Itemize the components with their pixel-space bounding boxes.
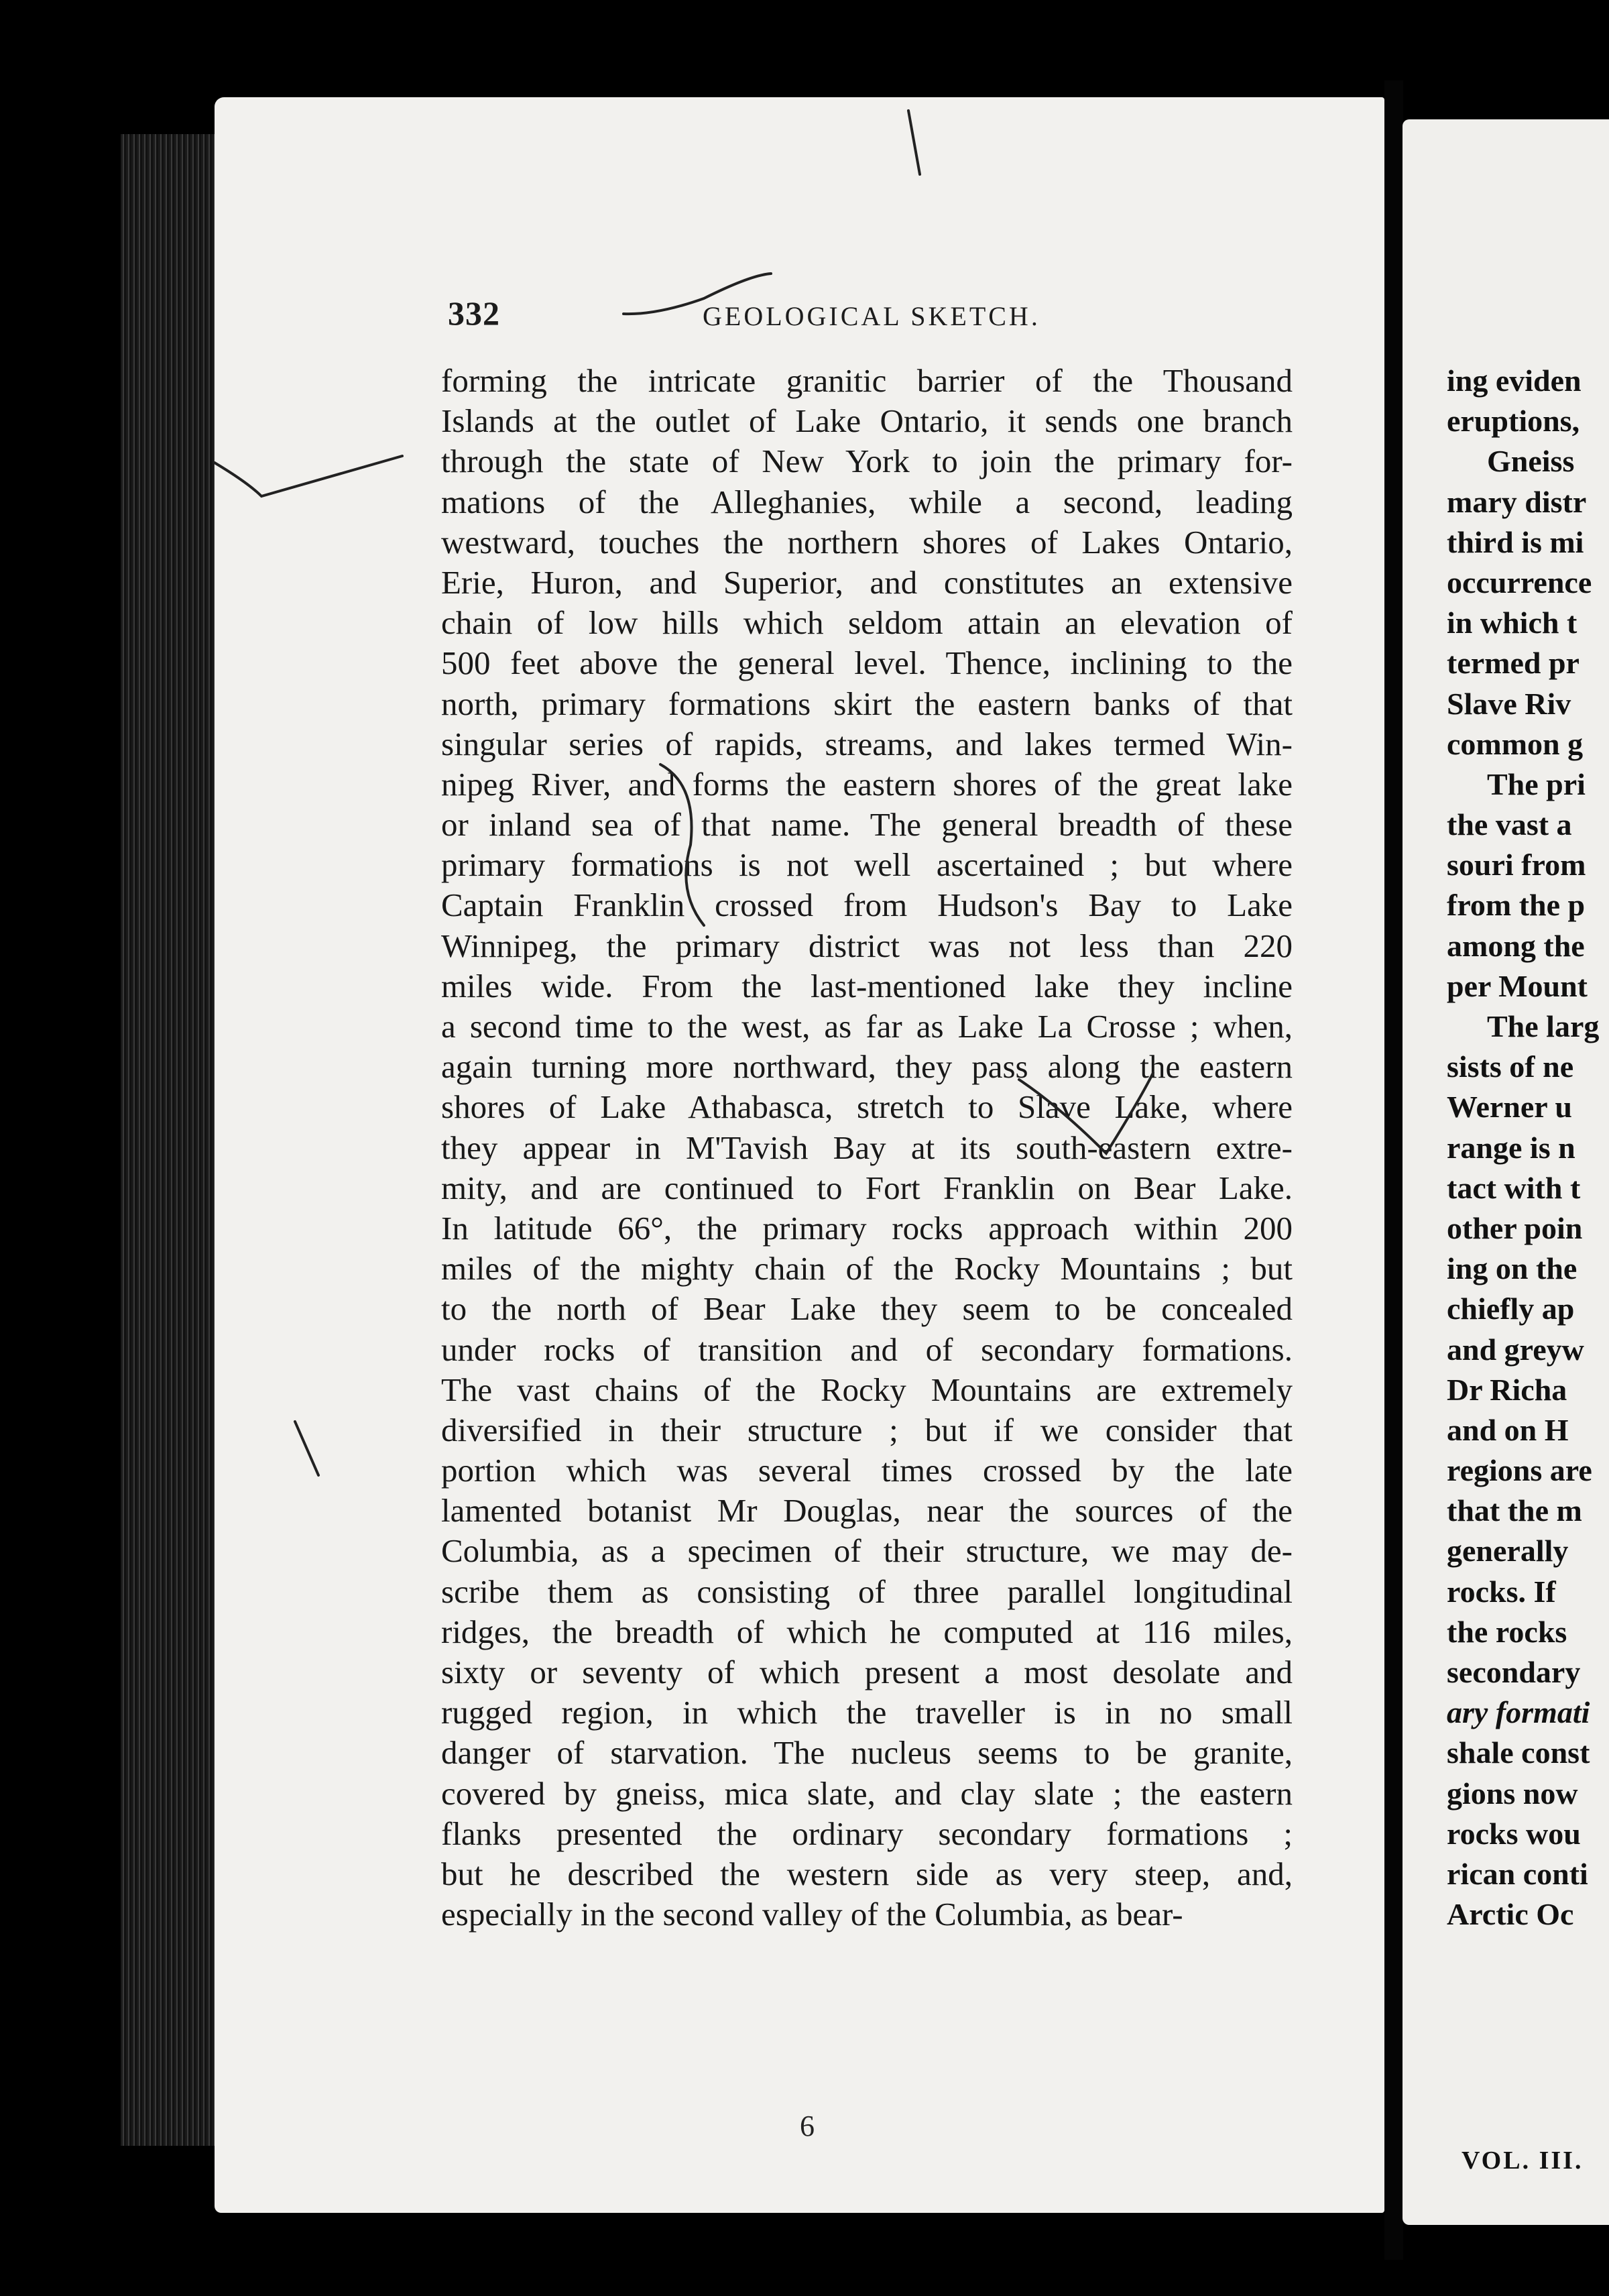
text-line: shores of Lake Athabasca, stretch to Slave Lake, where: [441, 1088, 1293, 1126]
right-page-line: The larg: [1487, 1009, 1600, 1043]
right-page-line: generally: [1447, 1534, 1569, 1568]
text-line: Erie, Huron, and Superior, and constitutes an extensive: [441, 563, 1293, 601]
right-page-line: in which t: [1447, 606, 1577, 640]
text-line: mations of the Alleghanies, while a second, leading: [441, 483, 1293, 520]
right-page-line: and on H: [1447, 1412, 1569, 1447]
right-page-line: ing eviden: [1447, 363, 1582, 398]
right-page-line: third is mi: [1447, 524, 1584, 559]
right-page-line: ary formati: [1447, 1695, 1590, 1730]
text-line: rugged region, in which the traveller is in no small: [441, 1694, 1293, 1731]
text-line: lamented botanist Mr Douglas, near the sources of the: [441, 1492, 1293, 1530]
right-page-line: termed pr: [1447, 646, 1580, 681]
text-line: primary formations is not well ascertained ; but where: [441, 846, 1293, 884]
pen-stroke-top: [908, 111, 920, 174]
text-line: a second time to the west, as far as Lake La Crosse ; when,: [441, 1008, 1293, 1045]
text-line: through the state of New York to join the primary for-: [441, 443, 1293, 480]
text-line: ridges, the breadth of which he computed at 116 miles,: [441, 1613, 1293, 1650]
text-line: diversified in their structure ; but if we consider that: [441, 1411, 1293, 1448]
text-line: but he described the western side as very steep, and,: [441, 1855, 1293, 1892]
text-line: to the north of Bear Lake they seem to be concealed: [441, 1290, 1293, 1328]
text-line: they appear in M'Tavish Bay at its south-eastern extre-: [441, 1129, 1293, 1166]
text-line: Captain Franklin crossed from Hudson's Bay to Lake: [441, 886, 1293, 924]
text-line: nipeg River, and forms the eastern shores of the great lake: [441, 765, 1293, 803]
right-page-line: occurrence: [1447, 565, 1592, 599]
text-line: north, primary formations skirt the eastern banks of that: [441, 685, 1293, 722]
right-page-line: that the m: [1447, 1493, 1582, 1528]
text-line: westward, touches the northern shores of Lakes Ontario,: [441, 523, 1293, 561]
text-line: scribe them as consisting of three parallel longitudinal: [441, 1572, 1293, 1610]
right-page-line: Slave Riv: [1447, 686, 1571, 721]
text-line: 500 feet above the general level. Thence, inclining to the: [441, 644, 1293, 682]
right-page-footer: VOL. III.: [1462, 2146, 1584, 2175]
right-page-line: secondary: [1447, 1655, 1581, 1689]
right-page-line: eruptions,: [1447, 404, 1580, 439]
right-page-line: regions are: [1447, 1453, 1592, 1488]
right-page-line: per Mount: [1447, 968, 1588, 1003]
text-line: miles wide. From the last-mentioned lake they incline: [441, 967, 1293, 1005]
page-number: 332: [448, 294, 500, 332]
right-page-line: Werner u: [1447, 1090, 1572, 1125]
right-page-line: souri from: [1447, 848, 1586, 882]
right-page-line: rocks wou: [1447, 1816, 1581, 1851]
right-page-line: Arctic Oc: [1447, 1897, 1574, 1932]
text-line: The vast chains of the Rocky Mountains are extremely: [441, 1371, 1293, 1408]
page-title: GEOLOGICAL SKETCH.: [703, 301, 1040, 331]
text-line: In latitude 66°, the primary rocks approach within 200: [441, 1209, 1293, 1247]
text-line: Columbia, as a specimen of their structure, we may de-: [441, 1532, 1293, 1570]
pen-stroke-cross: [1019, 1073, 1153, 1153]
right-page-line: tact with t: [1447, 1170, 1581, 1205]
pen-stroke-left: [295, 1422, 318, 1475]
right-page-line: shale const: [1447, 1735, 1590, 1770]
right-page-line: and greyw: [1447, 1332, 1584, 1367]
right-page-line: rican conti: [1447, 1856, 1588, 1891]
right-page-line: the rocks: [1447, 1614, 1567, 1649]
text-line: mity, and are continued to Fort Franklin on Bear Lake.: [441, 1169, 1293, 1206]
text-line: flanks presented the ordinary secondary formations ;: [441, 1815, 1293, 1852]
right-page-line: from the p: [1447, 888, 1586, 923]
right-page-line: Gneiss: [1487, 444, 1575, 479]
text-line: Islands at the outlet of Lake Ontario, it sends one branch: [441, 402, 1293, 440]
right-page-line: the vast a: [1447, 807, 1572, 842]
text-line: portion which was several times crossed by the late: [441, 1452, 1293, 1489]
right-page-line: The pri: [1487, 766, 1586, 801]
right-page-line: chiefly ap: [1447, 1292, 1575, 1326]
right-page-line: Dr Richa: [1447, 1372, 1567, 1407]
right-page-line: among the: [1447, 928, 1585, 963]
text-line: or inland sea of that name. The general breadth of these: [441, 806, 1293, 844]
right-page-line: rocks. If: [1447, 1574, 1556, 1609]
text-line: singular series of rapids, streams, and lakes termed Win-: [441, 725, 1293, 762]
right-page-line: ing on the: [1447, 1251, 1577, 1286]
text-line: danger of starvation. The nucleus seems to be granite,: [441, 1734, 1293, 1772]
right-page-line: gions now: [1447, 1776, 1578, 1811]
text-line: covered by gneiss, mica slate, and clay slate ; the eastern: [441, 1774, 1293, 1812]
right-page-line: common g: [1447, 726, 1584, 761]
text-line: miles of the mighty chain of the Rocky Mountains ; but: [441, 1250, 1293, 1287]
text-line: again turning more northward, they pass along the eastern: [441, 1048, 1293, 1086]
right-page-line: mary distr: [1447, 484, 1587, 519]
text-line: chain of low hills which seldom attain an elevation of: [441, 604, 1293, 642]
right-page-line: other poin: [1447, 1210, 1583, 1245]
pen-stroke-margin: [215, 456, 402, 496]
signature-mark: 6: [800, 2110, 815, 2142]
text-line: sixty or seventy of which present a most desolate and: [441, 1654, 1293, 1690]
right-page-line: sists of ne: [1447, 1049, 1574, 1084]
pen-stroke-line: [660, 764, 704, 925]
right-page-line: range is n: [1447, 1130, 1575, 1165]
text-line: forming the intricate granitic barrier of the Thousand: [441, 362, 1293, 399]
text-line: especially in the second valley of the Columbia, as bear-: [441, 1896, 1183, 1933]
text-line: under rocks of transition and of secondary formations.: [441, 1330, 1293, 1368]
pen-stroke-header: [623, 274, 771, 314]
text-line: Winnipeg, the primary district was not less than 220: [441, 927, 1293, 964]
